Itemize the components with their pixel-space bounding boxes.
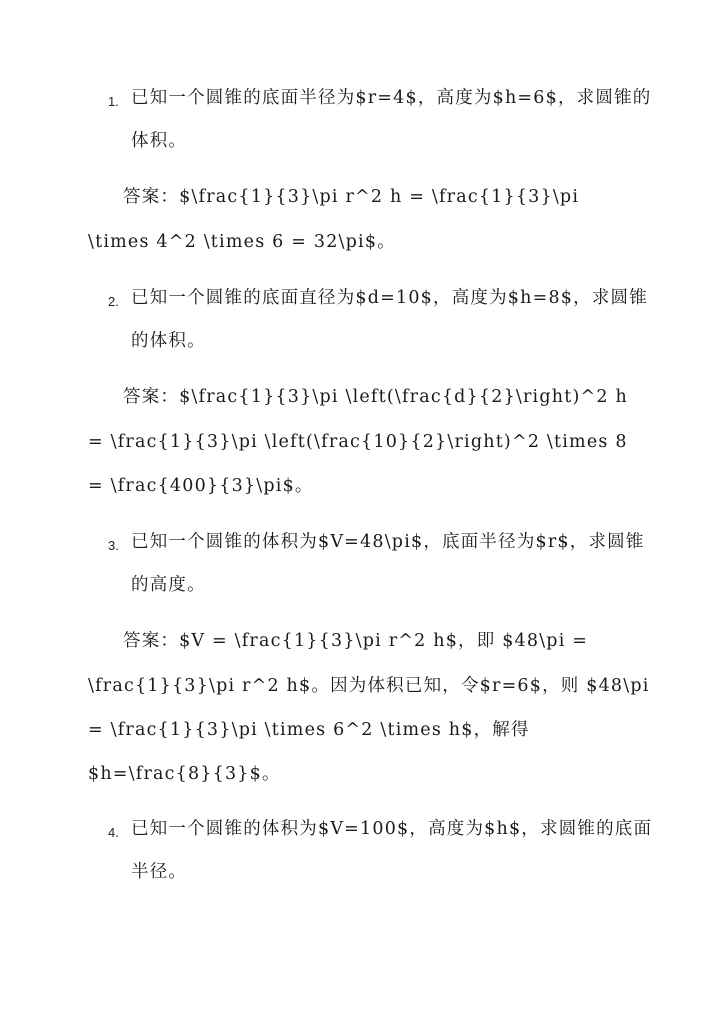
question-2-text-line-1: 已知一个圆锥的底面直径为$d=10$，高度为$h=8$，求圆锥: [131, 288, 648, 308]
answer-3-line-3: = \frac{1}{3}\pi \times 6^2 \times h$，解得: [88, 720, 530, 740]
question-4-text-line-1: 已知一个圆锥的体积为$V=100$，高度为$h$，求圆锥的底面: [131, 819, 653, 839]
question-1-text-line-2: 体积。: [131, 131, 188, 151]
question-3-number: 3.: [108, 538, 119, 553]
answer-1-line-2: \times 4^2 \times 6 = 32\pi$。: [88, 232, 396, 252]
question-2-number: 2.: [108, 294, 119, 309]
answer-2-line-3: = \frac{400}{3}\pi$。: [88, 476, 314, 496]
answer-3-line-2: \frac{1}{3}\pi r^2 h$。因为体积已知，令$r=6$，则 $48\pi: [88, 676, 650, 696]
answer-2-line-1: 答案：$\frac{1}{3}\pi \left(\frac{d}{2}\right)^2 h: [123, 387, 628, 407]
question-4-text-line-2: 半径。: [131, 862, 188, 882]
question-1-number: 1.: [108, 94, 119, 109]
answer-1-line-1: 答案：$\frac{1}{3}\pi r^2 h = \frac{1}{3}\pi: [123, 187, 580, 207]
answer-2-line-2: = \frac{1}{3}\pi \left(\frac{10}{2}\right)^2 \times 8: [88, 432, 628, 452]
question-3-text-line-1: 已知一个圆锥的体积为$V=48\pi$，底面半径为$r$，求圆锥: [131, 532, 645, 552]
question-1-text-line-1: 已知一个圆锥的底面半径为$r=4$，高度为$h=6$，求圆锥的: [131, 88, 652, 108]
question-4-number: 4.: [108, 825, 119, 840]
answer-3-line-1: 答案：$V = \frac{1}{3}\pi r^2 h$，即 $48\pi =: [123, 631, 589, 651]
question-3-text-line-2: 的高度。: [131, 575, 206, 595]
question-2-text-line-2: 的体积。: [131, 331, 206, 351]
answer-3-line-4: $h=\frac{8}{3}$。: [88, 764, 281, 784]
